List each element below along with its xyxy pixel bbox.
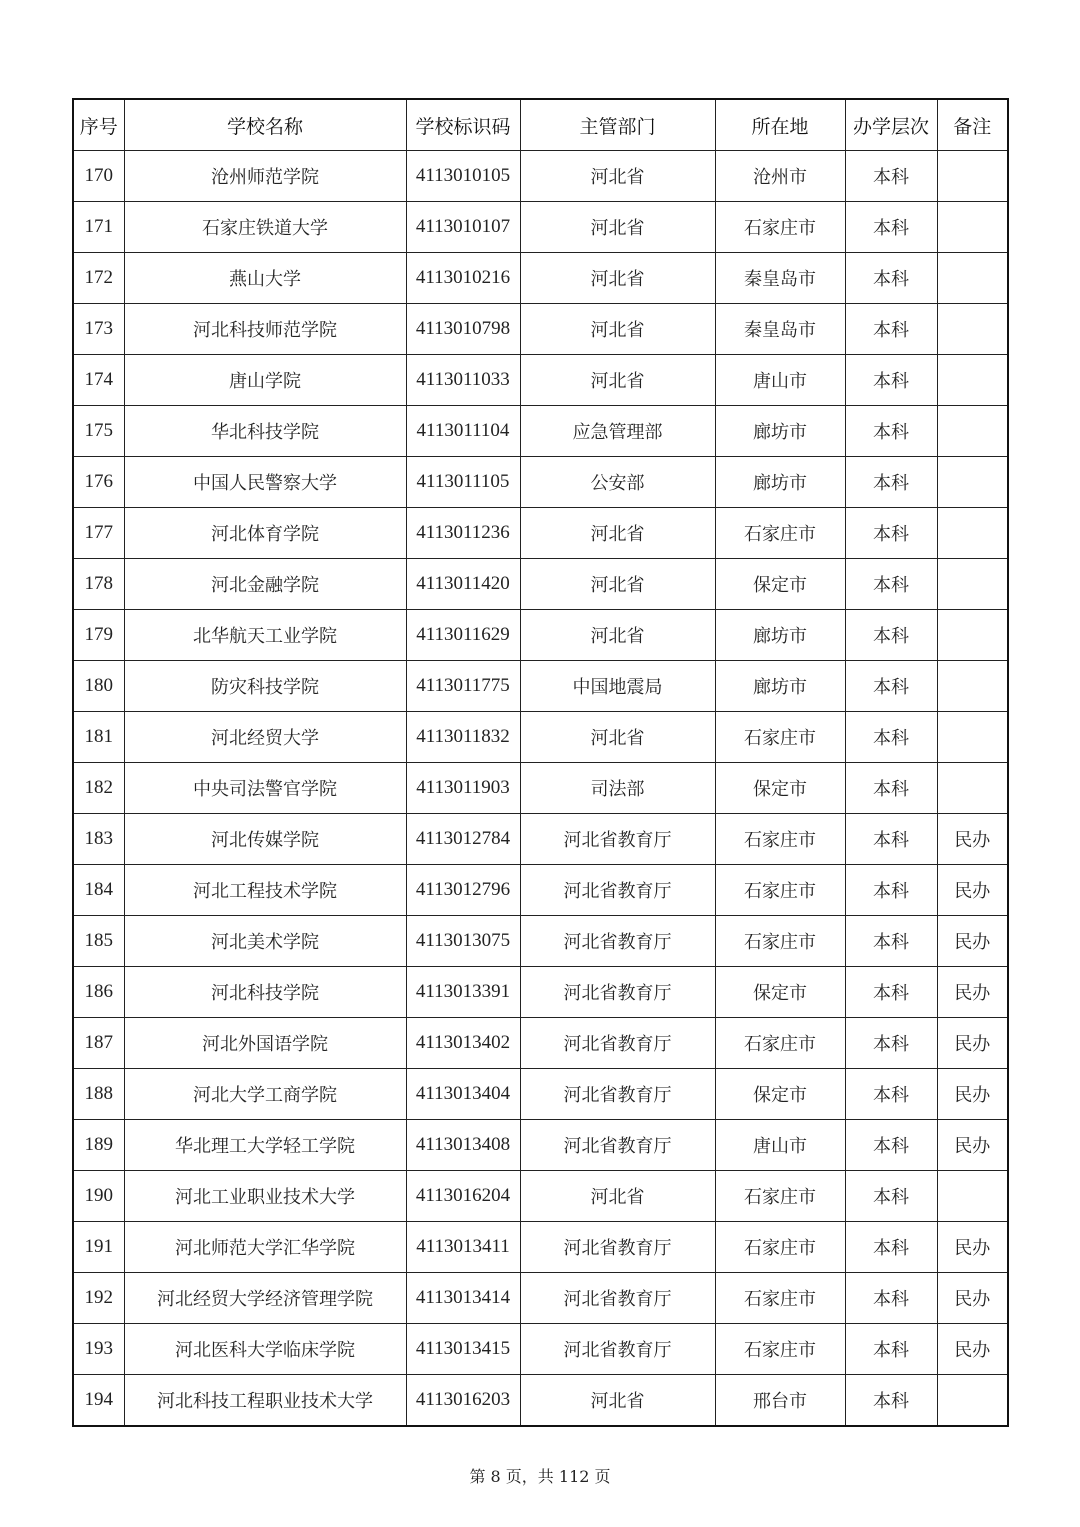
cell-school-code: 4113011104	[406, 406, 520, 457]
cell-no: 193	[73, 1324, 124, 1375]
cell-note	[937, 559, 1008, 610]
cell-location: 石家庄市	[715, 1324, 845, 1375]
cell-note	[937, 1171, 1008, 1222]
cell-level: 本科	[845, 1018, 937, 1069]
cell-location: 石家庄市	[715, 814, 845, 865]
header-school-name: 学校名称	[124, 99, 406, 151]
cell-level: 本科	[845, 763, 937, 814]
cell-location: 廊坊市	[715, 457, 845, 508]
cell-no: 170	[73, 151, 124, 202]
cell-school-name: 河北经贸大学经济管理学院	[124, 1273, 406, 1324]
cell-school-code: 4113013402	[406, 1018, 520, 1069]
cell-school-name: 唐山学院	[124, 355, 406, 406]
cell-location: 保定市	[715, 763, 845, 814]
header-note: 备注	[937, 99, 1008, 151]
cell-school-code: 4113013391	[406, 967, 520, 1018]
table-row	[73, 1069, 1008, 1120]
cell-note	[937, 253, 1008, 304]
cell-department: 中国地震局	[520, 661, 715, 712]
cell-note: 民办	[937, 1222, 1008, 1273]
cell-level: 本科	[845, 202, 937, 253]
cell-location: 石家庄市	[715, 508, 845, 559]
table-row	[73, 814, 1008, 865]
cell-level: 本科	[845, 1069, 937, 1120]
cell-level: 本科	[845, 559, 937, 610]
cell-note	[937, 508, 1008, 559]
cell-department: 河北省教育厅	[520, 865, 715, 916]
cell-note	[937, 763, 1008, 814]
cell-no: 177	[73, 508, 124, 559]
cell-school-code: 4113011629	[406, 610, 520, 661]
cell-school-name: 河北医科大学临床学院	[124, 1324, 406, 1375]
cell-school-name: 中国人民警察大学	[124, 457, 406, 508]
cell-department: 河北省	[520, 610, 715, 661]
table-row	[73, 1120, 1008, 1171]
cell-department: 河北省教育厅	[520, 814, 715, 865]
cell-level: 本科	[845, 253, 937, 304]
cell-school-name: 河北科技学院	[124, 967, 406, 1018]
cell-level: 本科	[845, 355, 937, 406]
cell-location: 石家庄市	[715, 1018, 845, 1069]
cell-note: 民办	[937, 1018, 1008, 1069]
cell-location: 唐山市	[715, 1120, 845, 1171]
cell-school-name: 中央司法警官学院	[124, 763, 406, 814]
cell-no: 178	[73, 559, 124, 610]
cell-note	[937, 1375, 1008, 1427]
table-row	[73, 1273, 1008, 1324]
cell-no: 186	[73, 967, 124, 1018]
cell-level: 本科	[845, 151, 937, 202]
cell-location: 廊坊市	[715, 661, 845, 712]
cell-department: 公安部	[520, 457, 715, 508]
cell-school-code: 4113011033	[406, 355, 520, 406]
cell-no: 182	[73, 763, 124, 814]
table-body	[73, 151, 1008, 1427]
table-row	[73, 202, 1008, 253]
cell-school-name: 河北工业职业技术大学	[124, 1171, 406, 1222]
cell-school-name: 河北美术学院	[124, 916, 406, 967]
cell-school-code: 4113011832	[406, 712, 520, 763]
cell-school-code: 4113010216	[406, 253, 520, 304]
cell-department: 河北省教育厅	[520, 1120, 715, 1171]
cell-department: 河北省	[520, 202, 715, 253]
cell-level: 本科	[845, 967, 937, 1018]
cell-school-name: 河北体育学院	[124, 508, 406, 559]
cell-school-code: 4113013415	[406, 1324, 520, 1375]
header-location: 所在地	[715, 99, 845, 151]
cell-location: 廊坊市	[715, 406, 845, 457]
cell-note	[937, 202, 1008, 253]
cell-school-name: 防灾科技学院	[124, 661, 406, 712]
cell-department: 河北省教育厅	[520, 1222, 715, 1273]
cell-location: 邢台市	[715, 1375, 845, 1427]
cell-note	[937, 457, 1008, 508]
cell-school-code: 4113012784	[406, 814, 520, 865]
cell-no: 194	[73, 1375, 124, 1427]
cell-department: 河北省教育厅	[520, 1018, 715, 1069]
cell-note: 民办	[937, 967, 1008, 1018]
cell-department: 河北省	[520, 712, 715, 763]
cell-level: 本科	[845, 1375, 937, 1427]
cell-department: 河北省	[520, 559, 715, 610]
cell-school-code: 4113012796	[406, 865, 520, 916]
table-row	[73, 763, 1008, 814]
cell-no: 190	[73, 1171, 124, 1222]
header-department: 主管部门	[520, 99, 715, 151]
cell-note: 民办	[937, 1120, 1008, 1171]
cell-note	[937, 661, 1008, 712]
cell-level: 本科	[845, 1222, 937, 1273]
cell-school-name: 燕山大学	[124, 253, 406, 304]
schools-table	[72, 98, 1009, 1427]
cell-level: 本科	[845, 1171, 937, 1222]
table-row	[73, 661, 1008, 712]
cell-school-code: 4113011236	[406, 508, 520, 559]
cell-level: 本科	[845, 916, 937, 967]
cell-level: 本科	[845, 712, 937, 763]
cell-department: 河北省	[520, 304, 715, 355]
cell-school-name: 河北科技工程职业技术大学	[124, 1375, 406, 1427]
cell-school-code: 4113011903	[406, 763, 520, 814]
header-school-code: 学校标识码	[406, 99, 520, 151]
cell-note	[937, 151, 1008, 202]
cell-school-code: 4113011775	[406, 661, 520, 712]
header-no: 序号	[73, 99, 124, 151]
cell-location: 石家庄市	[715, 1222, 845, 1273]
cell-note: 民办	[937, 1273, 1008, 1324]
table-row	[73, 865, 1008, 916]
cell-location: 秦皇岛市	[715, 253, 845, 304]
cell-note	[937, 355, 1008, 406]
cell-note: 民办	[937, 814, 1008, 865]
table-row	[73, 712, 1008, 763]
cell-school-name: 河北大学工商学院	[124, 1069, 406, 1120]
cell-no: 187	[73, 1018, 124, 1069]
cell-location: 石家庄市	[715, 865, 845, 916]
cell-level: 本科	[845, 1120, 937, 1171]
cell-location: 石家庄市	[715, 202, 845, 253]
table-row	[73, 304, 1008, 355]
cell-school-name: 河北工程技术学院	[124, 865, 406, 916]
cell-school-name: 河北金融学院	[124, 559, 406, 610]
cell-level: 本科	[845, 661, 937, 712]
table-row	[73, 916, 1008, 967]
cell-no: 174	[73, 355, 124, 406]
cell-level: 本科	[845, 610, 937, 661]
cell-school-code: 4113013404	[406, 1069, 520, 1120]
table-row	[73, 1222, 1008, 1273]
cell-school-code: 4113010798	[406, 304, 520, 355]
cell-department: 河北省	[520, 253, 715, 304]
table-row	[73, 1375, 1008, 1427]
cell-school-code: 4113011420	[406, 559, 520, 610]
cell-no: 189	[73, 1120, 124, 1171]
cell-department: 河北省	[520, 151, 715, 202]
cell-level: 本科	[845, 1273, 937, 1324]
cell-department: 司法部	[520, 763, 715, 814]
cell-school-code: 4113013075	[406, 916, 520, 967]
cell-department: 河北省	[520, 1375, 715, 1427]
cell-department: 河北省教育厅	[520, 967, 715, 1018]
cell-school-name: 华北科技学院	[124, 406, 406, 457]
cell-department: 河北省教育厅	[520, 1324, 715, 1375]
cell-no: 175	[73, 406, 124, 457]
cell-no: 172	[73, 253, 124, 304]
cell-school-code: 4113013411	[406, 1222, 520, 1273]
cell-location: 石家庄市	[715, 712, 845, 763]
table-row	[73, 559, 1008, 610]
page-number: 第 8 页，共 112 页	[469, 1467, 611, 1486]
table-row	[73, 253, 1008, 304]
cell-no: 191	[73, 1222, 124, 1273]
cell-no: 183	[73, 814, 124, 865]
table-row	[73, 151, 1008, 202]
cell-level: 本科	[845, 1324, 937, 1375]
cell-level: 本科	[845, 457, 937, 508]
header-level: 办学层次	[845, 99, 937, 151]
cell-location: 石家庄市	[715, 1273, 845, 1324]
cell-no: 185	[73, 916, 124, 967]
table-row	[73, 355, 1008, 406]
cell-level: 本科	[845, 406, 937, 457]
cell-school-name: 河北师范大学汇华学院	[124, 1222, 406, 1273]
cell-school-code: 4113016203	[406, 1375, 520, 1427]
cell-school-name: 北华航天工业学院	[124, 610, 406, 661]
cell-note	[937, 406, 1008, 457]
cell-school-name: 河北外国语学院	[124, 1018, 406, 1069]
cell-school-name: 石家庄铁道大学	[124, 202, 406, 253]
cell-location: 保定市	[715, 1069, 845, 1120]
cell-department: 河北省教育厅	[520, 1273, 715, 1324]
cell-location: 保定市	[715, 967, 845, 1018]
cell-department: 河北省教育厅	[520, 916, 715, 967]
table-row	[73, 406, 1008, 457]
cell-note	[937, 304, 1008, 355]
cell-note: 民办	[937, 865, 1008, 916]
cell-level: 本科	[845, 304, 937, 355]
cell-no: 192	[73, 1273, 124, 1324]
cell-no: 179	[73, 610, 124, 661]
cell-location: 廊坊市	[715, 610, 845, 661]
cell-no: 180	[73, 661, 124, 712]
table-row	[73, 1018, 1008, 1069]
cell-department: 河北省	[520, 508, 715, 559]
table-row	[73, 967, 1008, 1018]
cell-location: 秦皇岛市	[715, 304, 845, 355]
cell-department: 河北省教育厅	[520, 1069, 715, 1120]
table-row	[73, 1171, 1008, 1222]
cell-school-code: 4113016204	[406, 1171, 520, 1222]
cell-school-code: 4113010105	[406, 151, 520, 202]
cell-school-code: 4113011105	[406, 457, 520, 508]
cell-level: 本科	[845, 814, 937, 865]
cell-note	[937, 712, 1008, 763]
cell-no: 181	[73, 712, 124, 763]
table-row	[73, 508, 1008, 559]
table-row	[73, 457, 1008, 508]
cell-school-code: 4113013414	[406, 1273, 520, 1324]
table-row	[73, 1324, 1008, 1375]
cell-level: 本科	[845, 508, 937, 559]
cell-no: 188	[73, 1069, 124, 1120]
cell-school-code: 4113010107	[406, 202, 520, 253]
cell-no: 171	[73, 202, 124, 253]
cell-location: 唐山市	[715, 355, 845, 406]
cell-note: 民办	[937, 916, 1008, 967]
cell-no: 173	[73, 304, 124, 355]
cell-note: 民办	[937, 1069, 1008, 1120]
cell-note	[937, 610, 1008, 661]
cell-no: 176	[73, 457, 124, 508]
cell-department: 应急管理部	[520, 406, 715, 457]
cell-school-name: 河北科技师范学院	[124, 304, 406, 355]
table-header-row	[73, 99, 1008, 151]
cell-note: 民办	[937, 1324, 1008, 1375]
cell-department: 河北省	[520, 1171, 715, 1222]
cell-school-name: 河北传媒学院	[124, 814, 406, 865]
cell-location: 保定市	[715, 559, 845, 610]
cell-school-name: 华北理工大学轻工学院	[124, 1120, 406, 1171]
cell-level: 本科	[845, 865, 937, 916]
cell-location: 沧州市	[715, 151, 845, 202]
cell-department: 河北省	[520, 355, 715, 406]
cell-school-name: 河北经贸大学	[124, 712, 406, 763]
cell-school-name: 沧州师范学院	[124, 151, 406, 202]
cell-location: 石家庄市	[715, 1171, 845, 1222]
cell-school-code: 4113013408	[406, 1120, 520, 1171]
cell-location: 石家庄市	[715, 916, 845, 967]
table-row	[73, 610, 1008, 661]
cell-no: 184	[73, 865, 124, 916]
